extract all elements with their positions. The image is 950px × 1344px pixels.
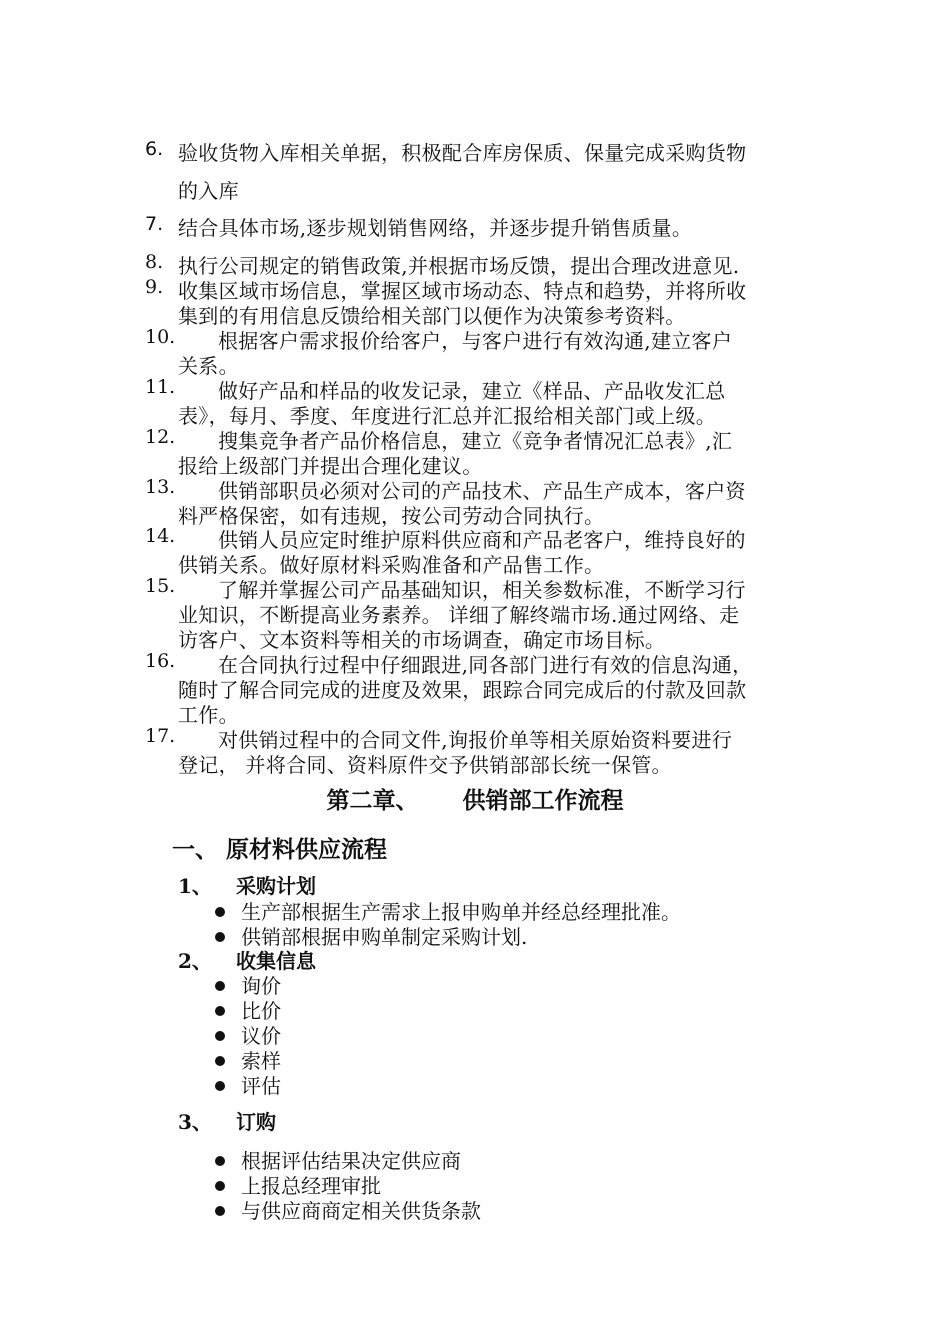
- subsection-heading: [178, 870, 316, 899]
- item-number: 8.: [145, 251, 164, 273]
- item-text-line: 业知识，不断提高业务素养。 详细了解终端市场.通过网络、走: [178, 603, 740, 627]
- item-number: 17.: [145, 725, 176, 747]
- item-text-line: 的入库: [178, 179, 239, 203]
- subsection-number: 3、: [178, 1110, 212, 1134]
- item-text-line: 供销关系。做好原材料采购准备和产品售工作。: [178, 553, 605, 577]
- bullet-icon: [215, 1056, 225, 1066]
- bullet-text: 索样: [241, 1049, 281, 1073]
- subsection-title: 订购: [236, 1110, 276, 1134]
- item-text-line: 验收货物入库相关单据，积极配合库房保质、保量完成采购货物: [178, 141, 747, 165]
- item-text-line: 随时了解合同完成的进度及效果，跟踪合同完成后的付款及回款: [178, 678, 747, 702]
- item-text-line: 访客户、文本资料等相关的市场调查，确定市场目标。: [178, 628, 666, 652]
- chapter-prefix: 第二章、: [326, 787, 419, 814]
- bullet-item: [215, 1070, 281, 1099]
- item-text-line: 登记， 并将合同、资料原件交予供销部部长统一保管。: [178, 753, 672, 777]
- item-number: 10.: [145, 326, 176, 348]
- item-text-line: 报给上级部门并提出合理化建议。: [178, 454, 483, 478]
- item-text-line: 做好产品和样品的收发记录，建立《样品、产品收发汇总: [218, 379, 726, 403]
- chapter-title: 供销部工作流程: [462, 787, 624, 814]
- bullet-icon: [215, 1081, 225, 1091]
- bullet-icon: [215, 907, 225, 917]
- bullet-text: 比价: [241, 999, 281, 1023]
- item-text-line: 供销人员应定时维护原料供应商和产品老客户，维持良好的: [218, 528, 746, 552]
- subsection-number: 2、: [178, 949, 212, 973]
- item-text-line: 根据客户需求报价给客户，与客户进行有效沟通,建立客户: [218, 329, 733, 353]
- bullet-icon: [215, 1181, 225, 1191]
- item-text-line: 供销部职员必须对公司的产品技术、产品生产成本，客户资: [218, 479, 746, 503]
- bullet-item: [215, 1195, 481, 1224]
- bullet-icon: [215, 1206, 225, 1216]
- subsection-heading: [178, 1106, 276, 1135]
- item-number: 16.: [145, 650, 176, 672]
- item-text-line: 关系。: [178, 354, 239, 378]
- bullet-text: 评估: [241, 1074, 281, 1098]
- bullet-text: 生产部根据生产需求上报申购单并经总经理批准。: [241, 900, 681, 924]
- bullet-text: 上报总经理审批: [241, 1174, 381, 1198]
- item-text-line: 集到的有用信息反馈给相关部门以便作为决策参考资料。: [178, 304, 686, 328]
- bullet-icon: [215, 1006, 225, 1016]
- item-text-line: 在合同执行过程中仔细跟进,同各部门进行有效的信息沟通，: [218, 653, 753, 677]
- item-number: 7.: [145, 213, 164, 235]
- bullet-icon: [215, 981, 225, 991]
- bullet-text: 与供应商商定相关供货条款: [241, 1199, 481, 1223]
- item-text-line: 执行公司规定的销售政策,并根据市场反馈，提出合理改进意见.: [178, 254, 740, 278]
- bullet-icon: [215, 1156, 225, 1166]
- item-number: 9.: [145, 276, 164, 298]
- bullet-icon: [215, 1031, 225, 1041]
- subsection-title: 收集信息: [236, 949, 316, 973]
- item-text-line: 对供销过程中的合同文件,询报价单等相关原始资料要进行: [218, 728, 733, 752]
- item-text-line: 料严格保密，如有违规，按公司劳动合同执行。: [178, 504, 605, 528]
- section-heading: 一、 原材料供应流程: [172, 836, 388, 863]
- subsection-number: 1、: [178, 874, 212, 898]
- bullet-icon: [215, 932, 225, 942]
- item-text-line: 了解并掌握公司产品基础知识，相关参数标准，不断学习行: [218, 578, 746, 602]
- item-number: 11.: [145, 376, 176, 398]
- item-text-line: 搜集竞争者产品价格信息，建立《竞争者情况汇总表》,汇: [218, 429, 733, 453]
- chapter-heading: [0, 782, 950, 815]
- bullet-text: 询价: [241, 974, 281, 998]
- item-number: 14.: [145, 525, 176, 547]
- item-text-line: 表》，每月、季度、年度进行汇总并汇报给相关部门或上级。: [178, 404, 717, 428]
- subsection-title: 采购计划: [236, 874, 316, 898]
- item-text-line: 结合具体市场,逐步规划销售网络，并逐步提升销售质量。: [178, 216, 693, 240]
- item-text-line: 收集区域市场信息，掌握区域市场动态、特点和趋势，并将所收: [178, 279, 747, 303]
- item-number: 12.: [145, 426, 176, 448]
- item-text-line: 工作。: [178, 703, 239, 727]
- item-number: 6.: [145, 138, 164, 160]
- bullet-text: 议价: [241, 1024, 281, 1048]
- bullet-text: 根据评估结果决定供应商: [241, 1149, 461, 1173]
- item-number: 13.: [145, 476, 176, 498]
- item-number: 15.: [145, 575, 176, 597]
- bullet-text: 供销部根据申购单制定采购计划.: [241, 925, 528, 949]
